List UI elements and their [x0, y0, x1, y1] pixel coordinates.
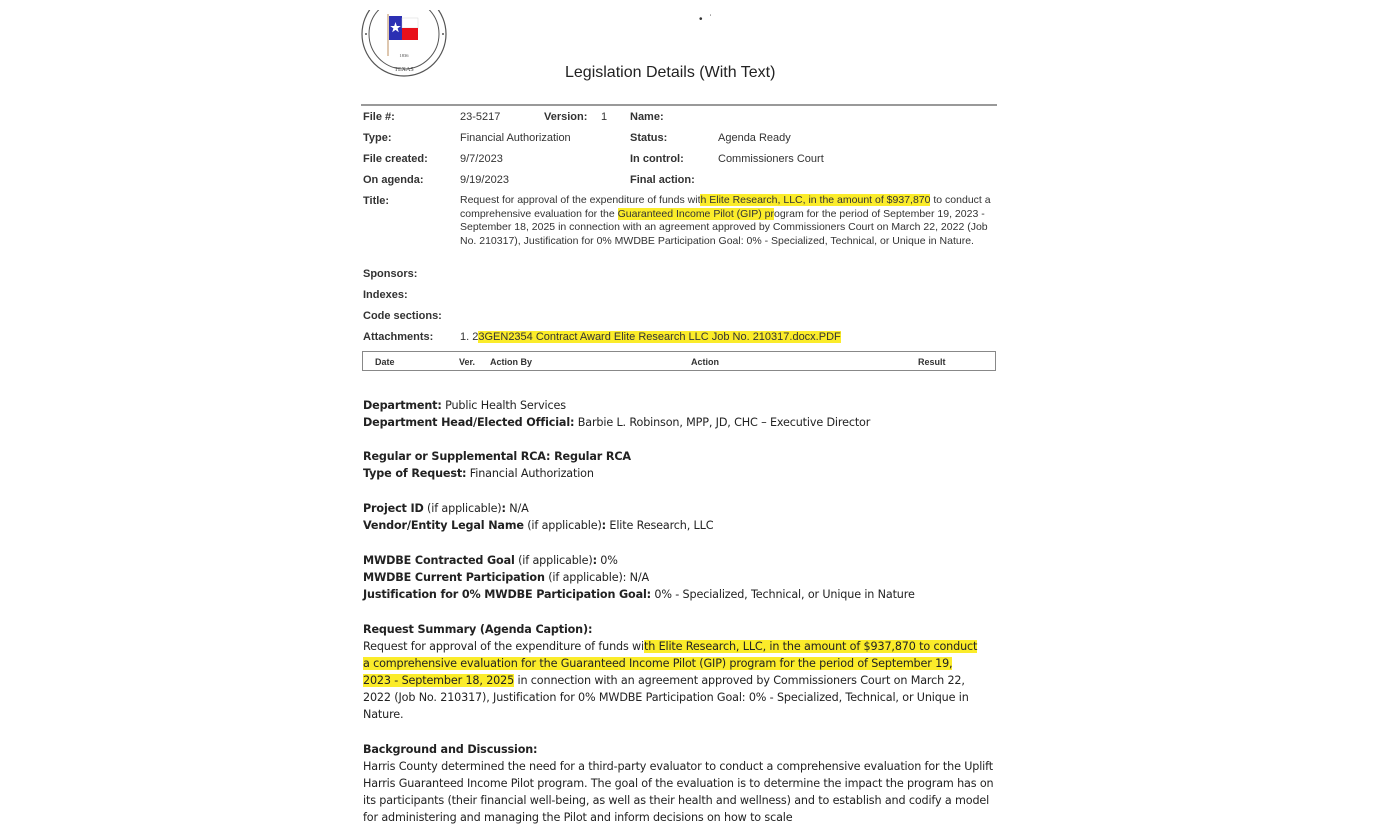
col-action-by: Action By: [490, 357, 533, 367]
project-id-colon: :: [501, 502, 506, 515]
status-value: Agenda Ready: [718, 132, 791, 144]
attachments-label: Attachments:: [363, 331, 434, 343]
mwdbe-current-value: (if applicable): N/A: [544, 571, 650, 584]
rca-section: [363, 448, 999, 482]
department-value: Public Health Services: [441, 399, 566, 412]
status-label: Status:: [630, 132, 668, 144]
type-label: Type:: [363, 132, 392, 144]
title-text-part: Request for approval of the expenditure of funds wit: [460, 194, 701, 206]
project-id-value: N/A: [505, 502, 529, 515]
attachment-link[interactable]: [460, 330, 841, 344]
svg-text:1836: 1836: [399, 53, 409, 58]
project-id-qualifier: (if applicable): [423, 502, 502, 515]
file-created-label: File created:: [363, 153, 428, 165]
vendor-colon: :: [601, 519, 606, 532]
history-table-header: [362, 351, 996, 371]
department-section: [363, 397, 999, 431]
in-control-value: Commissioners Court: [718, 153, 824, 165]
final-action-label: Final action:: [630, 174, 695, 186]
document-title: Legislation Details (With Text): [565, 64, 776, 81]
department-head-label: Department Head/Elected Official:: [363, 416, 575, 429]
summary-text-part: in connection with an agreement approved by Commissioners Court on March 22, 2022 (Job No. 210317), Justification for 0% MWDBE Participation Goal: 0% - Specialized, Technical, or Unique in Nature.: [363, 674, 969, 721]
file-created-value: 9/7/2023: [460, 153, 503, 165]
rca-type: Regular or Supplemental RCA: Regular RCA: [363, 450, 631, 463]
department-head-value: Barbie L. Robinson, MPP, JD, CHC – Executive Director: [574, 416, 871, 429]
justification-label: Justification for 0% MWDBE Participation Goal:: [363, 588, 651, 601]
request-type-value: Financial Authorization: [466, 467, 594, 480]
indexes-label: Indexes:: [363, 289, 408, 301]
scan-artifact: • ˙: [699, 14, 715, 25]
col-result: Result: [918, 357, 946, 367]
legislation-document: [361, 0, 1001, 833]
title-label: Title:: [363, 195, 390, 207]
vendor-value: Elite Research, LLC: [606, 519, 714, 532]
sponsors-label: Sponsors:: [363, 268, 418, 280]
title-text-part: ogram for the period of September 19, 2023 - September 18, 2025 in connection with an agreement approved by Commissioners Court on March 22, 2022 (Job No. 210317), Justification for 0% MWDBE Participation Goal: 0% - Specialized, Technical, or Unique in Nature.: [460, 207, 988, 247]
on-agenda-label: On agenda:: [363, 174, 424, 186]
title-highlight: Guaranteed Income Pilot (GIP) pr: [617, 207, 774, 220]
title-highlight: h Elite Research, LLC, in the amount of $937,870: [700, 194, 931, 206]
file-number: 23-5217: [460, 111, 501, 123]
type-value: Financial Authorization: [460, 132, 571, 144]
version-label: Version:: [544, 111, 588, 123]
justification-value: 0% - Specialized, Technical, or Unique in Nature: [651, 588, 915, 601]
col-date: Date: [375, 357, 395, 367]
background-heading: Background and Discussion:: [363, 743, 538, 756]
version-value: 1: [601, 111, 608, 123]
mwdbe-goal-colon: :: [592, 554, 597, 567]
col-action: Action: [691, 357, 719, 367]
request-summary-text: [363, 638, 983, 723]
file-label: File #:: [363, 111, 395, 123]
mwdbe-goal-label: MWDBE Contracted Goal: [363, 554, 515, 567]
request-type-label: Type of Request:: [363, 467, 467, 480]
background-section: [363, 741, 995, 826]
request-summary-heading: Request Summary (Agenda Caption):: [363, 623, 593, 636]
attachment-prefix: 1. 2: [460, 331, 479, 343]
on-agenda-value: 9/19/2023: [460, 174, 509, 186]
mwdbe-goal-qualifier: (if applicable): [514, 554, 593, 567]
header-divider: [361, 104, 997, 106]
mwdbe-current-label: MWDBE Current Participation: [363, 571, 545, 584]
background-text: Harris County determined the need for a third-party evaluator to conduct a comprehensive evaluation for the Uplift Harris Guaranteed Income Pilot program. The goal of the evaluation is to determine the impact the program has on its participants (their financial well-being, as well as their health and wellness) and to establish and codify a model for administering and managing the Pilot and inform decisions on how to scale: [363, 760, 994, 824]
vendor-label: Vendor/Entity Legal Name: [363, 519, 524, 532]
request-summary-section: [363, 621, 983, 723]
col-version: Ver.: [459, 357, 476, 367]
summary-text-part: Request for approval of the expenditure of funds wi: [363, 640, 645, 653]
in-control-label: In control:: [630, 153, 684, 165]
summary-highlight: th Elite Research, LLC, in the amount of $937,870 to conduct a comprehensive evaluation for the Guaranteed Income Pilot (GIP) program for the period of September 19, 2023 - September 18, 2025: [363, 640, 978, 687]
mwdbe-goal-value: 0%: [596, 554, 618, 567]
name-label: Name:: [630, 111, 664, 123]
department-label: Department:: [363, 399, 442, 412]
code-sections-label: Code sections:: [363, 310, 442, 322]
texas-seal-logo: [361, 10, 449, 82]
title-text: [460, 194, 992, 248]
svg-text:TEXAS: TEXAS: [394, 67, 414, 73]
title-text-part: to conduct a comprehensive evaluation for the: [460, 194, 991, 220]
project-section: [363, 500, 999, 534]
attachment-filename[interactable]: 3GEN2354 Contract Award Elite Research LLC Job No. 210317.docx.PDF: [478, 331, 841, 343]
project-id-label: Project ID: [363, 502, 424, 515]
vendor-qualifier: (if applicable): [523, 519, 602, 532]
mwdbe-section: [363, 552, 999, 603]
